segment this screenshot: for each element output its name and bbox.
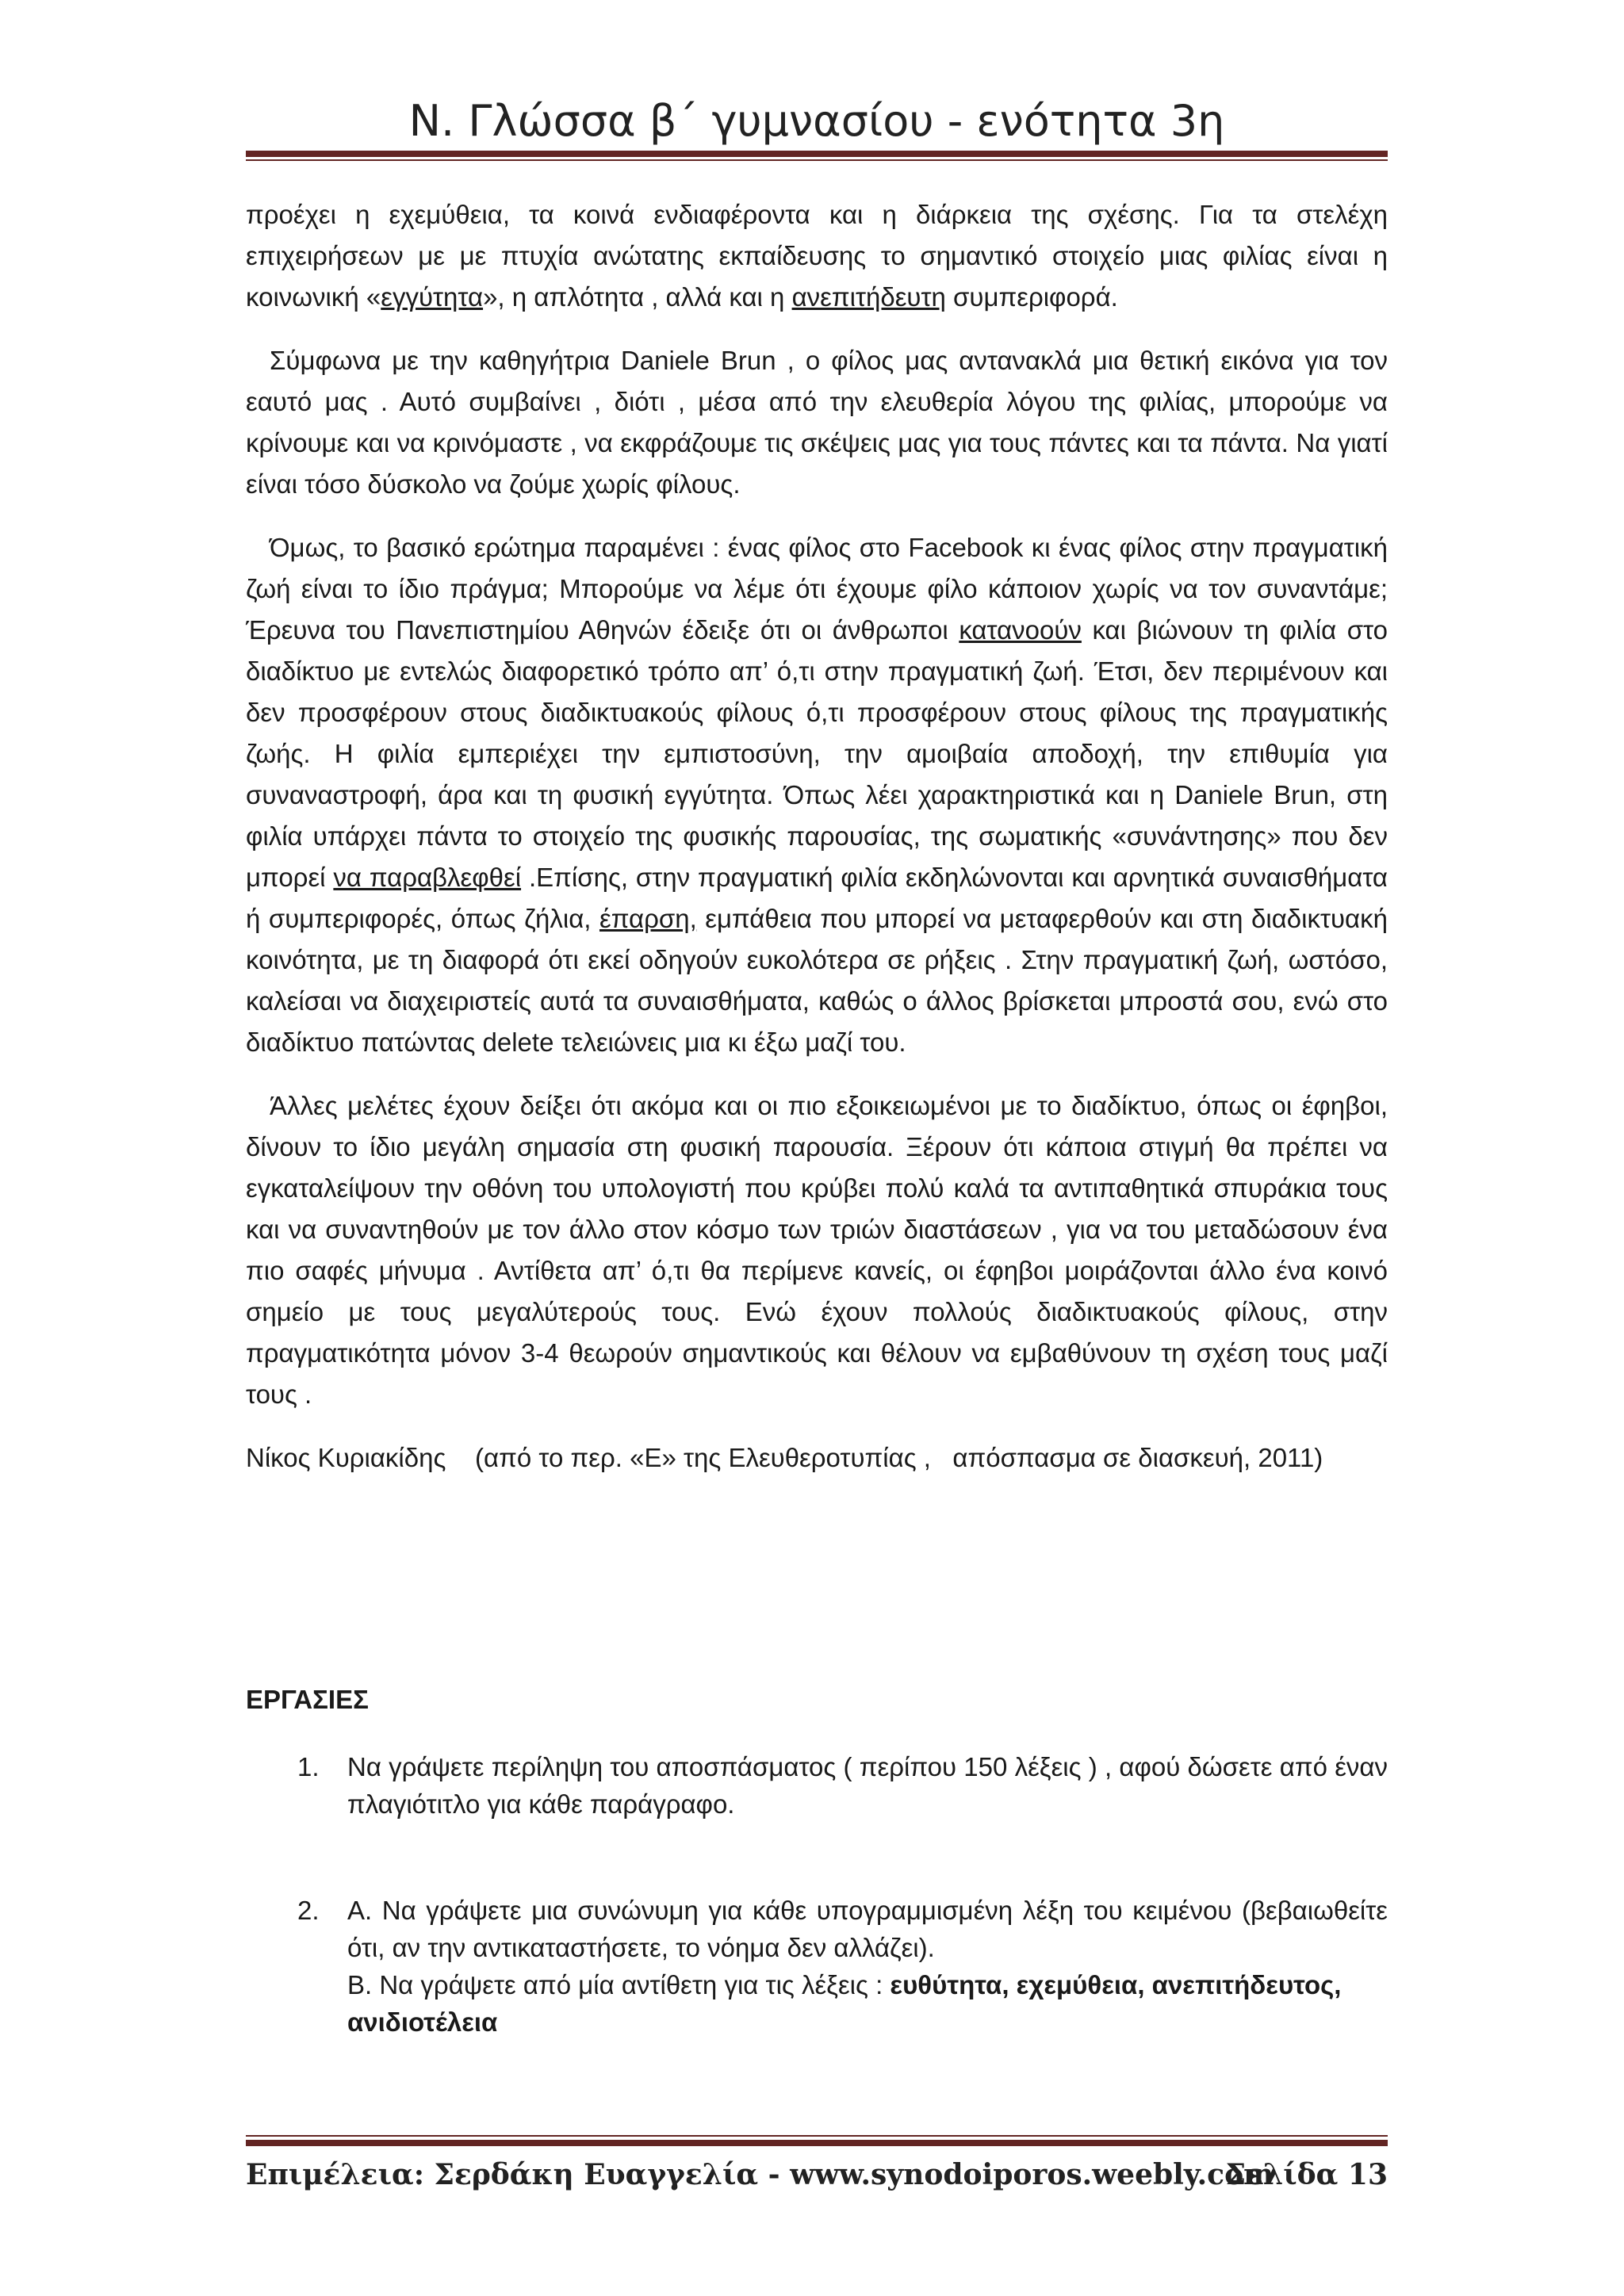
underlined-word: κατανοούν [959,615,1082,645]
task-2a-text: Α. Να γράψετε μια συνώνυμη για κάθε υπογραμμισμένη λέξη του κειμένου (βεβαιωθείτε ότι, αν την αντικαταστήσετε, το νόημα δεν αλλάζει). [347,1896,1388,1962]
paragraph-text: προέχει η εχεμύθεια, τα κοινά ενδιαφέροντα και η διάρκεια της σχέσης. Για τα στελέχη επιχειρήσεων με με πτυχία ανώτατης εκπαίδευσης το σημαντικό στοιχείο μιας φιλίας είναι η κοινωνική « [246,200,1388,312]
task-2b-line [347,1966,1388,2041]
underlined-word: να παραβλεφθεί [333,863,522,892]
task-number: 2. [297,1896,320,1925]
header-rule-thin [246,159,1388,161]
paragraph-text: Όμως, το βασικό ερώτημα παραμένει : ένας φίλος στο Facebook κι ένας φίλος στην πραγματική ζωή είναι το ίδιο πράγμα; Μπορούμε να λέμε ότι έχουμε φίλο κάποιον χωρίς να τον συναντάμε; Έρευνα του Πανεπιστημίου Αθηνών έδειξε ότι οι άνθρωποι [246,533,1388,645]
page-number: Σελίδα 13 [1225,2158,1388,2191]
footer-rule-thin [246,2135,1388,2137]
paragraph-text: », η απλότητα , αλλά και η [483,282,792,312]
article-body [246,194,1388,1479]
paragraph-text: συμπεριφορά. [945,282,1118,312]
paragraph-text: .Επίσης, στην πραγματική φιλία εκδηλώνονται και αρνητικά συναισθήματα ή συμπεριφορές, όπως ζήλια, [246,863,1388,933]
page-header-title: Ν. Γλώσσα β΄ γυμνασίου - ενότητα 3η [408,96,1225,146]
footer-rule-thick [246,2140,1388,2146]
task-text [347,1892,1388,2041]
task-number: 1. [297,1752,320,1781]
paragraph-text: και βιώνουν τη φιλία στο διαδίκτυο με εντελώς διαφορετικό τρόπο απ’ ό,τι στην πραγματική ζωή. Έτσι, δεν περιμένουν και δεν προσφέρουν στους διαδικτυακούς φίλους ό,τι προσφέρουν στους φίλους της πραγματικής ζωής. Η φιλία εμπεριέχει την εμπιστοσύνη, την αμοιβαία αποδοχή, την επιθυμία για συναναστροφή, άρα και τη φυσική εγγύτητα. Όπως λέει χαρακτηριστικά και η Daniele Brun, στη φιλία υπάρχει πάντα το στοιχείο της φυσικής παρουσίας, της σωματικής «συνάντησης» που δεν μπορεί [246,615,1388,892]
underlined-word: έπαρση, [599,904,697,933]
underlined-word: ανεπιτήδευτη [791,282,946,312]
paragraph-text: Άλλες μελέτες έχουν δείξει ότι ακόμα και οι πιο εξοικειωμένοι με το διαδίκτυο, όπως οι έφηβοι, δίνουν το ίδιο μεγάλη σημασία στη φυσική παρουσία. Ξέρουν ότι κάποια στιγμή θα πρέπει να εγκαταλείψουν την οθόνη του υπολογιστή που κρύβει πολύ καλά τα αντιπαθητικά σπυράκια τους και να συναντηθούν με τον άλλο στον κόσμο των τριών διαστάσεων , για να του μεταδώσουν ένα πιο σαφές μήνυμα . Αντίθετα απ’ ό,τι θα περίμενε κανείς, οι έφηβοι μοιράζονται άλλο ένα κοινό σημείο με τους μεγαλύτερούς τους. Ενώ έχουν πολλούς διαδικτυακούς φίλους, στην πραγματικότητα μόνον 3-4 θεωρούν σημαντικούς και θέλουν να εμβαθύνουν τη σχέση τους μαζί τους . [246,1091,1388,1409]
task-item-2 [246,1892,1388,2041]
footer-credit: Επιμέλεια: Σερδάκη Ευαγγελία - www.synodoiporos.weebly.com [246,2158,1274,2191]
task-2b-prefix: Β. Να γράψετε από μία αντίθετη για τις λέξεις : [347,1970,891,1999]
paragraph-4 [246,1085,1388,1415]
paragraph-3 [246,527,1388,1063]
tasks-heading: ΕΡΓΑΣΙΕΣ [246,1685,369,1714]
task-text: Να γράψετε περίληψη του αποσπάσματος ( περίπου 150 λέξεις ) , αφού δώσετε από έναν πλαγιότιτλο για κάθε παράγραφο. [347,1752,1388,1819]
underlined-word: εγγύτητα [381,282,484,312]
task-item-1 [246,1748,1388,1823]
task-2b-words: ευθύτητα, εχεμύθεια, ανεπιτήδευτος, ανιδιοτέλεια [347,1970,1342,2037]
paragraph-1 [246,194,1388,318]
header-rule-thick [246,151,1388,157]
source-citation: Νίκος Κυριακίδης (από το περ. «Ε» της Ελευθεροτυπίας , απόσπασμα σε διασκευή, 2011) [246,1443,1323,1472]
paragraph-2 [246,340,1388,505]
paragraph-text: εμπάθεια που μπορεί να μεταφερθούν και στη διαδικτυακή κοινότητα, με τη διαφορά ότι εκεί οδηγούν ευκολότερα σε ρήξεις . Στην πραγματική ζωή, ωστόσο, καλείσαι να διαχειριστείς αυτά τα συναισθήματα, καθώς ο άλλος βρίσκεται μπροστά σου, ενώ στο διαδίκτυο πατώντας delete τελειώνεις μια κι έξω μαζί του. [246,904,1388,1057]
paragraph-text: Σύμφωνα με την καθηγήτρια Daniele Brun , ο φίλος μας αντανακλά μια θετική εικόνα για τον εαυτό μας . Αυτό συμβαίνει , διότι , μέσα από την ελευθερία λόγου της φιλίας, μπορούμε να κρίνουμε και να κρινόμαστε , να εκφράζουμε τις σκέψεις μας για τους πάντες και τα πάντα. Να γιατί είναι τόσο δύσκολο να ζούμε χωρίς φίλους. [246,346,1388,499]
